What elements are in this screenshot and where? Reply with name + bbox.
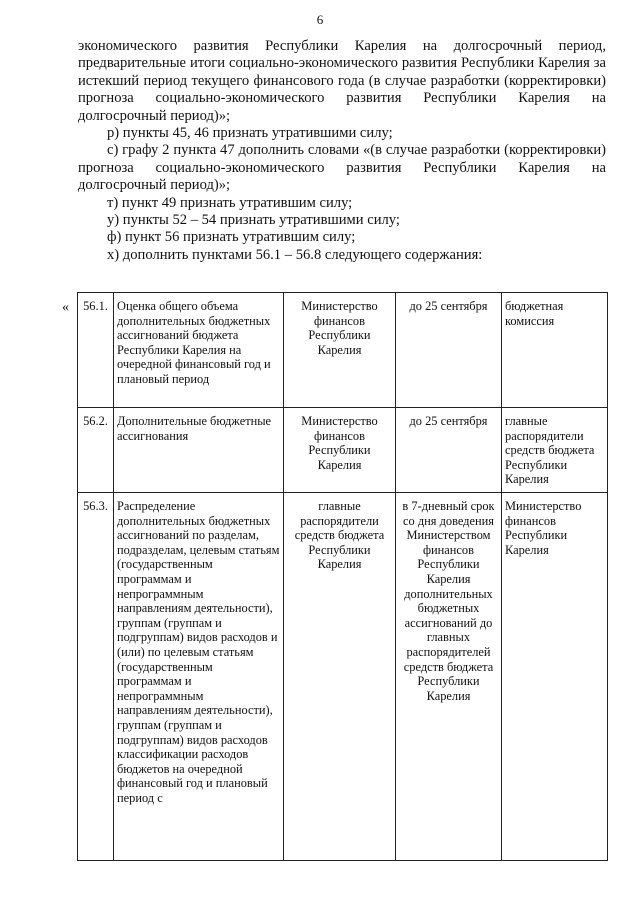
body-text [78,38,606,264]
row-description: Распределение дополнительных бюджетных ассигнований по разделам, подразделам, целевым статьям (государственным программам и непрограммным направлениям деятельности), группам (группам и подгруппам) видов расходов и (или) по целевым статьям (государственным программам и непрограммным направлениям деятельности), группам (группам и подгруппам) видов расходов классификации расходов бюджетов на очередной финансовый год и плановый период с [114,493,284,861]
row-number: 56.2. [78,408,114,493]
row-responsible: Министерство финансов Республики Карелия [284,408,396,493]
paragraph: с) графу 2 пункта 47 дополнить словами «(в случае разработки (корректировки) прогноза социально-экономического развития Республики Карелия на долгосрочный период)»; [78,142,606,194]
table-row [78,493,608,861]
row-description: Оценка общего объема дополнительных бюджетных ассигнований бюджета Республики Карелия на очередной финансовый год и плановый период [114,293,284,408]
row-responsible: главные распорядители средств бюджета Республики Карелия [284,493,396,861]
paragraph: ф) пункт 56 признать утратившим силу; [107,229,356,246]
row-recipient: бюджетная комиссия [502,293,608,408]
row-description: Дополнительные бюджетные ассигнования [114,408,284,493]
row-responsible: Министерство финансов Республики Карелия [284,293,396,408]
paragraph: т) пункт 49 признать утратившим силу; [107,194,353,211]
row-deadline: в 7-дневный срок со дня доведения Министерством финансов Республики Карелия дополнительных бюджетных ассигнований до главных распорядителей средств бюджета Республики Карелия [396,493,502,861]
table-row [78,408,608,493]
table-row [78,293,608,408]
row-recipient: Министерство финансов Республики Карелия [502,493,608,861]
row-number: 56.1. [78,293,114,408]
row-deadline: до 25 сентября [396,293,502,408]
row-number: 56.3. [78,493,114,861]
paragraph: х) дополнить пунктами 56.1 – 56.8 следующего содержания: [107,246,483,263]
paragraph: р) пункты 45, 46 признать утратившими силу; [107,125,393,142]
page-number: 6 [316,12,324,27]
row-recipient: главные распорядители средств бюджета Республики Карелия [502,408,608,493]
amendment-table [77,292,608,861]
paragraph: у) пункты 52 – 54 признать утратившими силу; [107,212,400,229]
row-deadline: до 25 сентября [396,408,502,493]
opening-quote-mark: « [62,300,69,315]
paragraph: экономического развития Республики Карелия на долгосрочный период, предварительные итоги социально-экономического развития Республики Карелия за истекший период текущего финансового года (в случае разработки (корректировки) прогноза социально-экономического развития Республики Карелия на долгосрочный период)»; [78,38,606,124]
